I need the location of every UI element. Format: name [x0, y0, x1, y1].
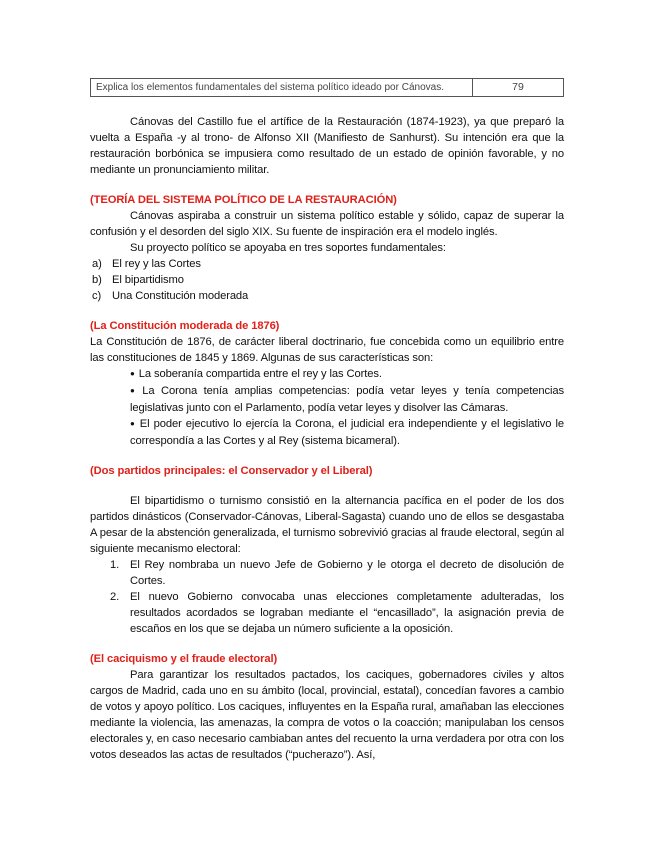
- question-text: Explica los elementos fundamentales del sistema político ideado por Cánovas.: [91, 79, 473, 96]
- section-heading-constitution: (La Constitución moderada de 1876): [90, 320, 280, 332]
- section1-paragraph-2: Su proyecto político se apoyaba en tres soportes fundamentales:: [130, 242, 446, 254]
- section3-paragraph: El bipartidismo o turnismo consistió en la alternancia pacífica en el poder de los dos partidos dinásticos (Conservador-Cánovas, Liberal-Sagasta) cuando uno de ellos se desgastaba A pesar de la abstención generalizada, el turnismo sobrevivió gracias al fraude electoral, según al siguiente mecanismo electoral:: [90, 495, 564, 555]
- list-item: c) Una Constitución moderada: [92, 290, 249, 302]
- section2-paragraph: La Constitución de 1876, de carácter liberal doctrinario, fue concebida como un equilibrio entre las constituciones de 1845 y 1869. Algunas de sus características son:: [90, 336, 564, 364]
- list-item: a) El rey y las Cortes: [92, 258, 201, 270]
- list-item: 2. El nuevo Gobierno convocaba unas elecciones completamente adulteradas, los resultados acordados se lograban mediante el “encasillado”, la asignación previa de escaños en los que se dejaba un número suficiente a la oposición.: [110, 591, 564, 635]
- supports-list: [90, 256, 564, 304]
- bullet-item: ● La Corona tenía amplias competencias: podía vetar leyes y tenía competencias legislativas junto con el Parlamento, podía vetar leyes y disolver las Cámaras.: [130, 383, 564, 416]
- question-box: [90, 78, 564, 97]
- bullet-item: ● El poder ejecutivo lo ejercía la Corona, el judicial era independiente y el legislativo le correspondía a las Cortes y al Rey (sistema bicameral).: [130, 416, 564, 449]
- section4-paragraph: Para garantizar los resultados pactados, los caciques, gobernadores civiles y altos cargos de Madrid, cada uno en su ámbito (local, provincial, estatal), concedían favores a cambio de votos y apoyo político. Los caciques, influyentes en la España rural, amañaban las elecciones mediante la violencia, las amenazas, la compra de votos o la coacción; manipulaban los censos electorales y, en caso necesario cambiaban antes del recuento la urna verdadera por otra con los votos deseados las actas de resultados (“pucherazo”). Así,: [90, 669, 564, 761]
- section-heading-parties: (Dos partidos principales: el Conservador y el Liberal): [90, 465, 373, 477]
- section-heading-theory: (TEORÍA DEL SISTEMA POLÍTICO DE LA RESTAURACIÓN): [90, 194, 397, 206]
- bullet-item: ● La soberanía compartida entre el rey y las Cortes.: [130, 366, 564, 383]
- characteristics-list: [90, 366, 564, 449]
- list-item: b) El bipartidismo: [92, 274, 184, 286]
- list-item: 1. El Rey nombraba un nuevo Jefe de Gobierno y le otorga el decreto de disolución de Cortes.: [110, 559, 564, 587]
- document-body: [90, 114, 564, 763]
- intro-paragraph: Cánovas del Castillo fue el artífice de la Restauración (1874-1923), ya que preparó la vuelta a España -y al trono- de Alfonso XII (Manifiesto de Sanhurst). Su intención era que la restauración borbónica se impusiera como resultado de un estado de opinión favorable, y no mediante un pronunciamiento militar.: [90, 116, 564, 176]
- question-number: 79: [512, 81, 524, 93]
- section-heading-caciquismo: (El caciquismo y el fraude electoral): [90, 653, 278, 665]
- electoral-steps-list: [90, 557, 564, 637]
- section1-paragraph-1: Cánovas aspiraba a construir un sistema político estable y sólido, capaz de superar la confusión y el desorden del siglo XIX. Su fuente de inspiración era el modelo inglés.: [90, 210, 564, 238]
